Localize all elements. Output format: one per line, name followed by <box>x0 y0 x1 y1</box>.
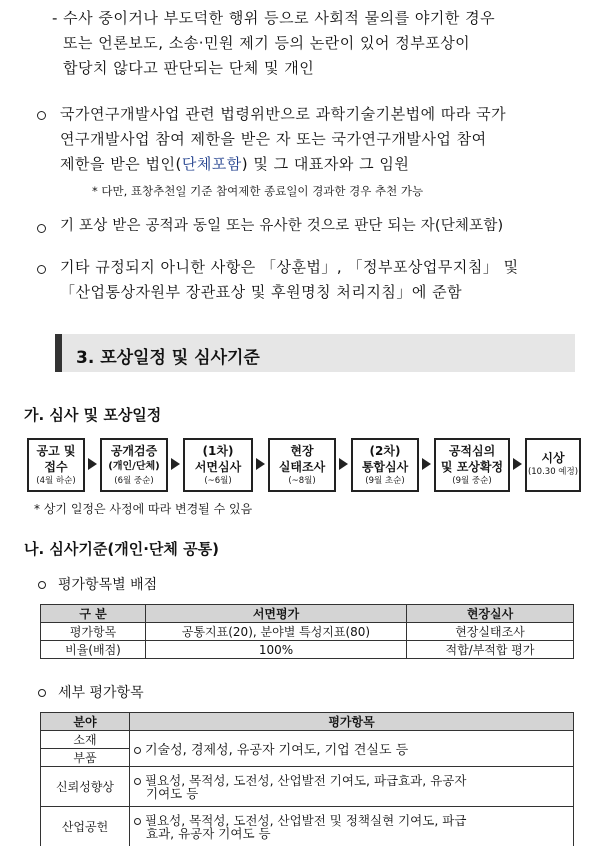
arrow-icon <box>513 458 522 470</box>
arrow-icon <box>256 458 265 470</box>
circle-bullet-icon <box>134 818 141 825</box>
restriction-note: * 다만, 표창추천일 기준 참여제한 종료일이 경과한 경우 추천 가능 <box>92 184 424 198</box>
table-row: 신뢰성향상 필요성, 목적성, 도전성, 산업발전 기여도, 파급효과, 유공자 기여도 등 <box>41 767 574 807</box>
table-row: 비율(배점) 100% 적합/부적합 평가 <box>41 641 574 659</box>
circle-bullet-icon <box>38 581 46 589</box>
restriction-line1: 국가연구개발사업 관련 법령위반으로 과학기술기본법에 따라 국가 <box>60 105 507 123</box>
arrow-icon <box>88 458 97 470</box>
circle-bullet-icon <box>134 778 141 785</box>
dash-item-line2: 또는 언론보도, 소송·민원 제기 등의 논란이 있어 정부포상이 <box>63 34 471 52</box>
table-row: 소재 기술성, 경제성, 유공자 기여도, 기업 견실도 등 <box>41 731 574 749</box>
schedule-note: * 상기 일정은 사정에 따라 변경될 수 있음 <box>34 502 253 516</box>
table-row: 평가항목 공통지표(20), 분야별 특성지표(80) 현장실태조사 <box>41 623 574 641</box>
schedule-heading: 가. 심사 및 포상일정 <box>24 406 162 424</box>
step-verification: 공개검증 (개인/단체) (6월 중순) <box>100 438 168 492</box>
arrow-icon <box>422 458 431 470</box>
highlight-text: 단체포함 <box>181 155 242 173</box>
step-integrated-review: (2차) 통합심사 (9월 초순) <box>351 438 419 492</box>
circle-bullet-icon <box>38 689 46 697</box>
step-document-review: (1차) 서면심사 (~6월) <box>183 438 253 492</box>
other-rules-line2: 「산업통상자원부 장관표상 및 후원명칭 처리지침」에 준함 <box>60 283 463 301</box>
restriction-line3: 제한을 받은 법인(단체포함) 및 그 대표자와 그 임원 <box>60 155 410 173</box>
circle-bullet-icon <box>37 265 46 274</box>
circle-bullet-icon <box>37 111 46 120</box>
criteria-heading: 나. 심사기준(개인·단체 공통) <box>24 540 219 558</box>
circle-bullet-icon <box>134 747 141 754</box>
dash-item <box>52 6 592 81</box>
arrow-icon <box>171 458 180 470</box>
table-row: 부품 <box>41 749 574 767</box>
step-award-confirmation: 공적심의 및 포상확정 (9월 중순) <box>434 438 510 492</box>
restriction-line2: 연구개발사업 참여 제한을 받은 자 또는 국가연구개발사업 참여 <box>60 130 487 148</box>
step-ceremony: 시상 (10.30 예정) <box>525 438 581 492</box>
section-heading <box>55 334 575 372</box>
detail-label: 세부 평가항목 <box>58 685 144 701</box>
weights-table: 구 분 서면평가 현장실사 평가항목 공통지표(20), 분야별 특성지표(80) 현장실태조사 비율(배점) 100% 적합/부적합 평가 <box>40 604 574 659</box>
section-title: 3. 포상일정 및 심사기준 <box>76 348 260 368</box>
dash-item-line3: 합당치 않다고 판단되는 단체 및 개인 <box>63 59 315 77</box>
other-rules-item <box>60 255 580 305</box>
step-site-inspection: 현장 실태조사 (~8월) <box>268 438 336 492</box>
restriction-item <box>60 102 580 177</box>
other-rules-line1: 기타 규정되지 아니한 사항은 「상훈법」, 「정부포상업무지침」 및 <box>60 258 519 276</box>
arrow-icon <box>339 458 348 470</box>
table-row: 산업공헌 필요성, 목적성, 도전성, 산업발전 및 정책실현 기여도, 파급 효과, 유공자 기여도 등 <box>41 807 574 846</box>
prior-award-item: 기 포상 받은 공적과 동일 또는 유사한 것으로 판단 되는 자(단체포함) <box>60 218 504 234</box>
step-announcement: 공고 및 접수 (4월 하순) <box>27 438 85 492</box>
weights-label: 평가항목별 배점 <box>58 577 158 593</box>
circle-bullet-icon <box>37 224 46 233</box>
detail-table: 분야 평가항목 소재 기술성, 경제성, 유공자 기여도, 기업 견실도 등 부품 신뢰성향상 필요성, 목적성, 도전성, 산업발전 기여도, 파급효과, 유공자 기여도 등 산업공헌 필요성, 목적성, 도전성, 산업발전 및 정책실현 기여도, 파급 효과, 유공자 기여도 등 <box>40 712 574 846</box>
dash-item-line1: - 수사 중이거나 부도덕한 행위 등으로 사회적 물의를 야기한 경우 <box>52 9 496 27</box>
